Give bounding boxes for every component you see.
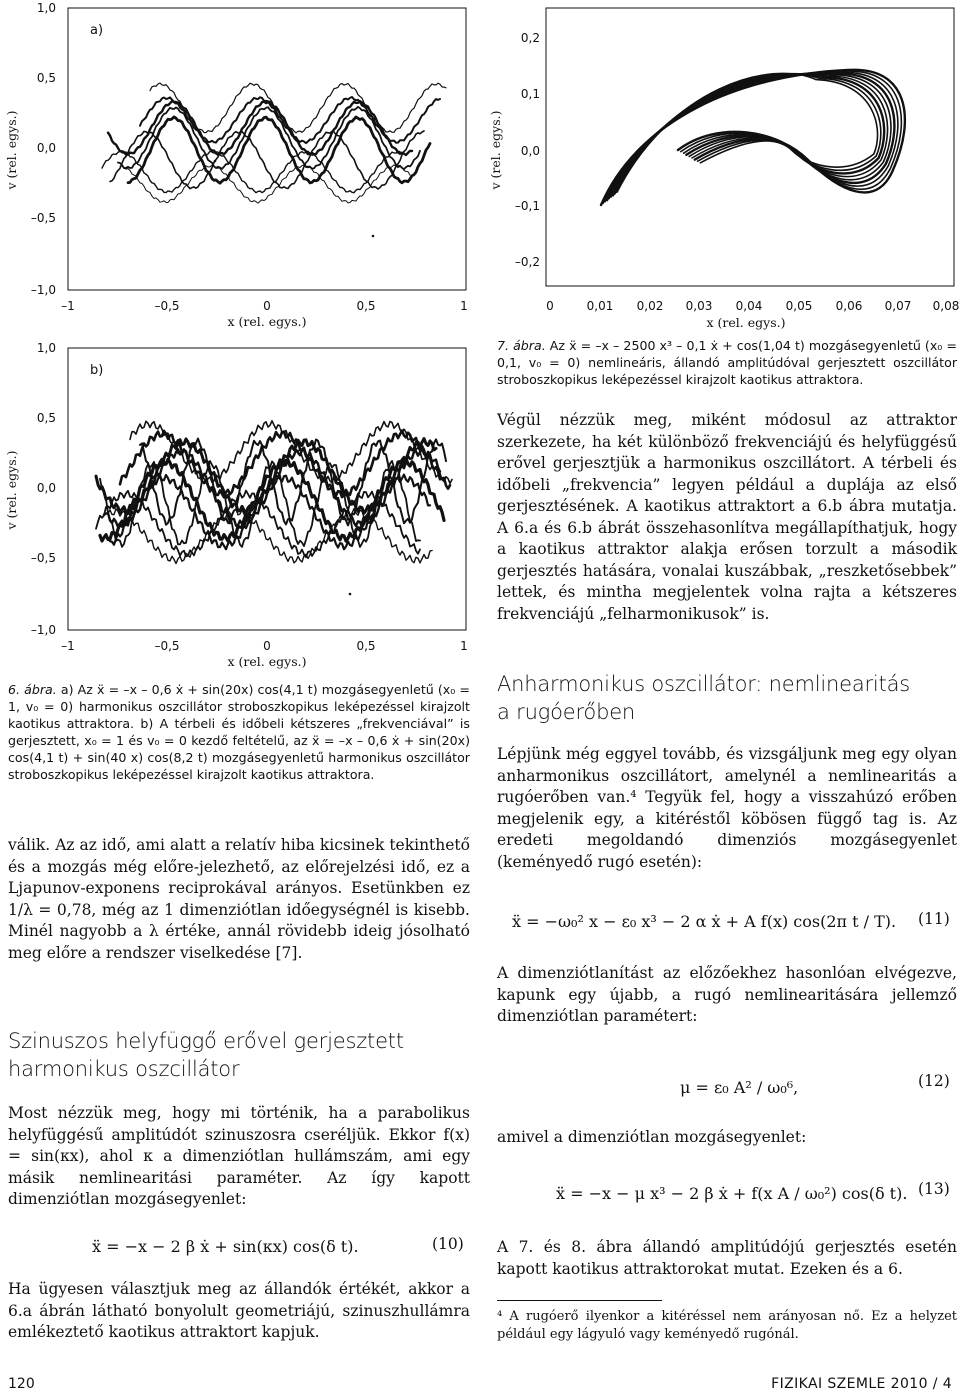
y-tick: 0,5: [36, 411, 56, 425]
x-tick: 0,01: [586, 299, 614, 313]
figure-7: [488, 0, 960, 335]
x-axis-label: x (rel. egys.): [706, 315, 786, 330]
y-tick: 0,2: [520, 31, 540, 45]
x-tick: 1: [460, 299, 468, 313]
figure-7-caption: [497, 337, 957, 388]
attractor-curves: [102, 83, 446, 237]
y-tick: 0,0: [520, 144, 540, 158]
attractor-point: [177, 102, 180, 105]
y-tick: 0,0: [36, 481, 56, 495]
x-tick: –0,5: [154, 299, 180, 313]
x-axis-label: x (rel. egys.): [227, 654, 307, 669]
x-tick: 0,08: [932, 299, 960, 313]
x-tick: 0,02: [636, 299, 664, 313]
figure-6a: [0, 0, 480, 340]
y-tick: –0,5: [30, 211, 56, 225]
equation-12: μ = ε₀ A² / ω₀⁶,: [680, 1078, 799, 1097]
attractor-band: [128, 117, 430, 183]
y-tick: 0,1: [520, 87, 540, 101]
x-tick: 0,07: [884, 299, 912, 313]
y-tick: 1,0: [36, 341, 56, 355]
attractor-point: [214, 160, 217, 163]
x-tick: 0,5: [356, 299, 376, 313]
equation-10-number: (10): [432, 1235, 464, 1253]
x-tick: –1: [61, 639, 75, 653]
right-paragraph-2: Lépjünk még eggyel tovább, és vizsgáljunk meg egy olyan anharmonikus oszcillátort, amelynél a nemlinearitás a rugóerőben van.⁴ Tegyük fel, hogy a visszahúzó erőben megjelenik egy, a kitéréstől köbösen függő tag is. Az eredeti megoldandó dimenziós mozgásegyenlet (keményedő rugó esetén):: [497, 745, 957, 871]
equation-10: ẍ = −x − 2 β ẋ + sin(κx) cos(δ t).: [92, 1237, 359, 1256]
panel-label: a): [90, 23, 104, 38]
y-tick: 1,0: [36, 1, 56, 15]
x-tick: 0,5: [356, 639, 376, 653]
right-paragraph-1: Végül nézzük meg, miként módosul az attraktor szerkezete, ha két különböző frekvenciájú és helyfüggésű erővel gerjesztjük a harmonikus oszcillátort. A térbeli és időbeli „frekvencia” legyen például a duplája az első gerjesztésének. A kaotikus attraktort a 6.b ábra mutatja. A 6.a és 6.b ábrát összehasonlítva megállapíthatjuk, hogy a kaotikus attraktor alakja erősen torzult a második gerjesztés hatására, vonalai kuszábbak, „reszketősebbek” lettek, és mintha megjelentek volna rajta a kétszeres frekvenciájú „felharmonikusok” is.: [497, 411, 957, 623]
footnote-4: ⁴ A rugóerő ilyenkor a kitéréssel nem arányosan nő. Ez a helyzet például egy lágyuló vagy keményedő rugónál.: [497, 1309, 957, 1342]
x-tick: 1: [460, 639, 468, 653]
panel-label: b): [90, 363, 104, 378]
caption-label: 7. ábra.: [497, 338, 546, 353]
equation-11: ẍ = −ω₀² x − ε₀ x³ − 2 α ẋ + A f(x) cos(2π t / T).: [512, 912, 897, 931]
figure-6-caption: [8, 681, 470, 783]
footnote-rule: [497, 1300, 662, 1301]
x-tick: 0: [546, 299, 554, 313]
x-axis-label: x (rel. egys.): [227, 314, 307, 329]
page-number: 120: [8, 1376, 35, 1392]
y-tick: –0,5: [30, 551, 56, 565]
caption-label: 6. ábra.: [8, 682, 57, 697]
right-paragraph-4: amivel a dimenziótlan mozgásegyenlet:: [497, 1128, 807, 1146]
figure-6b: [0, 340, 480, 680]
attractor-loop: [609, 74, 891, 199]
equation-12-number: (12): [918, 1072, 950, 1090]
y-axis-label: v (rel. egys.): [4, 450, 19, 530]
section-heading-sine: Szinuszos helyfüggő erővel gerjesztett harmonikus oszcillátor: [8, 1029, 404, 1081]
equation-13-number: (13): [918, 1180, 950, 1198]
journal-title: FIZIKAI SZEMLE 2010 / 4: [771, 1376, 952, 1392]
right-paragraph-3: A dimenziótlanítást az előzőekhez hasonlóan elvégezve, kapunk egy újabb, a rugó nemlinearitására jellemző dimenziótlan paramétert:: [497, 964, 957, 1025]
section-heading-anharmonic: Anharmonikus oszcillátor: nemlinearitás a rugóerőben: [497, 672, 910, 724]
attractor-curves: [601, 70, 905, 205]
x-tick: 0,03: [685, 299, 713, 313]
left-paragraph-2: Most nézzük meg, hogy mi történik, ha a parabolikus helyfüggésű amplitúdót szinuszosra cseréljük. Ekkor f(x) = sin(κx), ahol κ a dimenziótlan hullámszám, ami egy másik nemlinearitási paraméter. Az így kapott dimenziótlan mozgásegyenlet:: [8, 1104, 470, 1208]
attractor-curves: [96, 421, 452, 596]
y-tick: –1,0: [30, 283, 56, 297]
y-axis-label: v (rel. egys.): [4, 110, 19, 190]
y-tick: –1,0: [30, 623, 56, 637]
x-tick: 0,05: [785, 299, 813, 313]
attractor-point: [349, 593, 352, 596]
x-tick: –1: [61, 299, 75, 313]
attractor-band: [120, 165, 410, 203]
equation-13: ẍ = −x − μ x³ − 2 β ẋ + f(x A / ω₀²) cos(δ t).: [556, 1184, 908, 1203]
attractor-band: [140, 97, 440, 143]
y-axis-label: v (rel. egys.): [488, 110, 503, 190]
left-paragraph-1: válik. Az az idő, ami alatt a relatív hiba kicsinek tekinthető és a mozgás még előre-jelezhető, az előrejelzési idő, ez a Ljapunov-exponens reciprokával arányos. Esetünkben ez 1/λ = 0,78, még az 1 dimenziótlan időegységnél is kisebb. Minél nagyobb a λ értéke, annál rövidebb ideig jósolható meg előre a rendszer viselkedése [7].: [8, 836, 470, 962]
y-tick: –0,1: [514, 199, 540, 213]
attractor-point: [372, 235, 375, 238]
caption-text: a) Az ẍ = –x – 0,6 ẋ + sin(20x) cos(4,1 t) mozgásegyenletű (x₀ = 1, v₀ = 0) harmonikus oszcillátor stroboszkopikus leképezéssel kirajzolt kaotikus attraktora. b) A térbeli és időbeli kétszeres „frekvenciával” is gerjesztett, x₀ = 1 és v₀ = 0 kezdő feltételű, az ẍ = –x – 0,6 ẋ + sin(20x) cos(4,1 t) + sin(40 x) cos(8,2 t) mozgásegyenletű harmonikus oszcillátor stroboszkopikus leképezéssel kirajzolt kaotikus attraktora.: [8, 682, 470, 782]
y-tick: 0,5: [36, 71, 56, 85]
x-tick: 0: [263, 299, 271, 313]
caption-text: Az ẍ = –x – 2500 x³ – 0,1 ẋ + cos(1,04 t) mozgásegyenletű (x₀ = 0,1, v₀ = 0) nemlineáris, állandó amplitúdóval gerjesztett oszcillátor stroboszkopikus leképezéssel kirajzolt kaotikus attraktora.: [497, 338, 957, 387]
y-tick: 0,0: [36, 141, 56, 155]
equation-11-number: (11): [918, 910, 950, 928]
x-tick: 0,06: [835, 299, 863, 313]
left-paragraph-3: Ha ügyesen választjuk meg az állandók értékét, akkor a 6.a ábrán látható bonyolult geometriájú, szinuszhullámra emlékeztető kaotikus attraktort kapjuk.: [8, 1280, 470, 1341]
right-paragraph-5: A 7. és 8. ábra állandó amplitúdójú gerjesztés esetén kapott kaotikus attraktorokat mutat. Ezeken és a 6.: [497, 1238, 957, 1278]
x-tick: –0,5: [154, 639, 180, 653]
x-tick: 0: [263, 639, 271, 653]
y-tick: –0,2: [514, 255, 540, 269]
attractor-band: [100, 459, 444, 541]
x-tick: 0,04: [735, 299, 763, 313]
